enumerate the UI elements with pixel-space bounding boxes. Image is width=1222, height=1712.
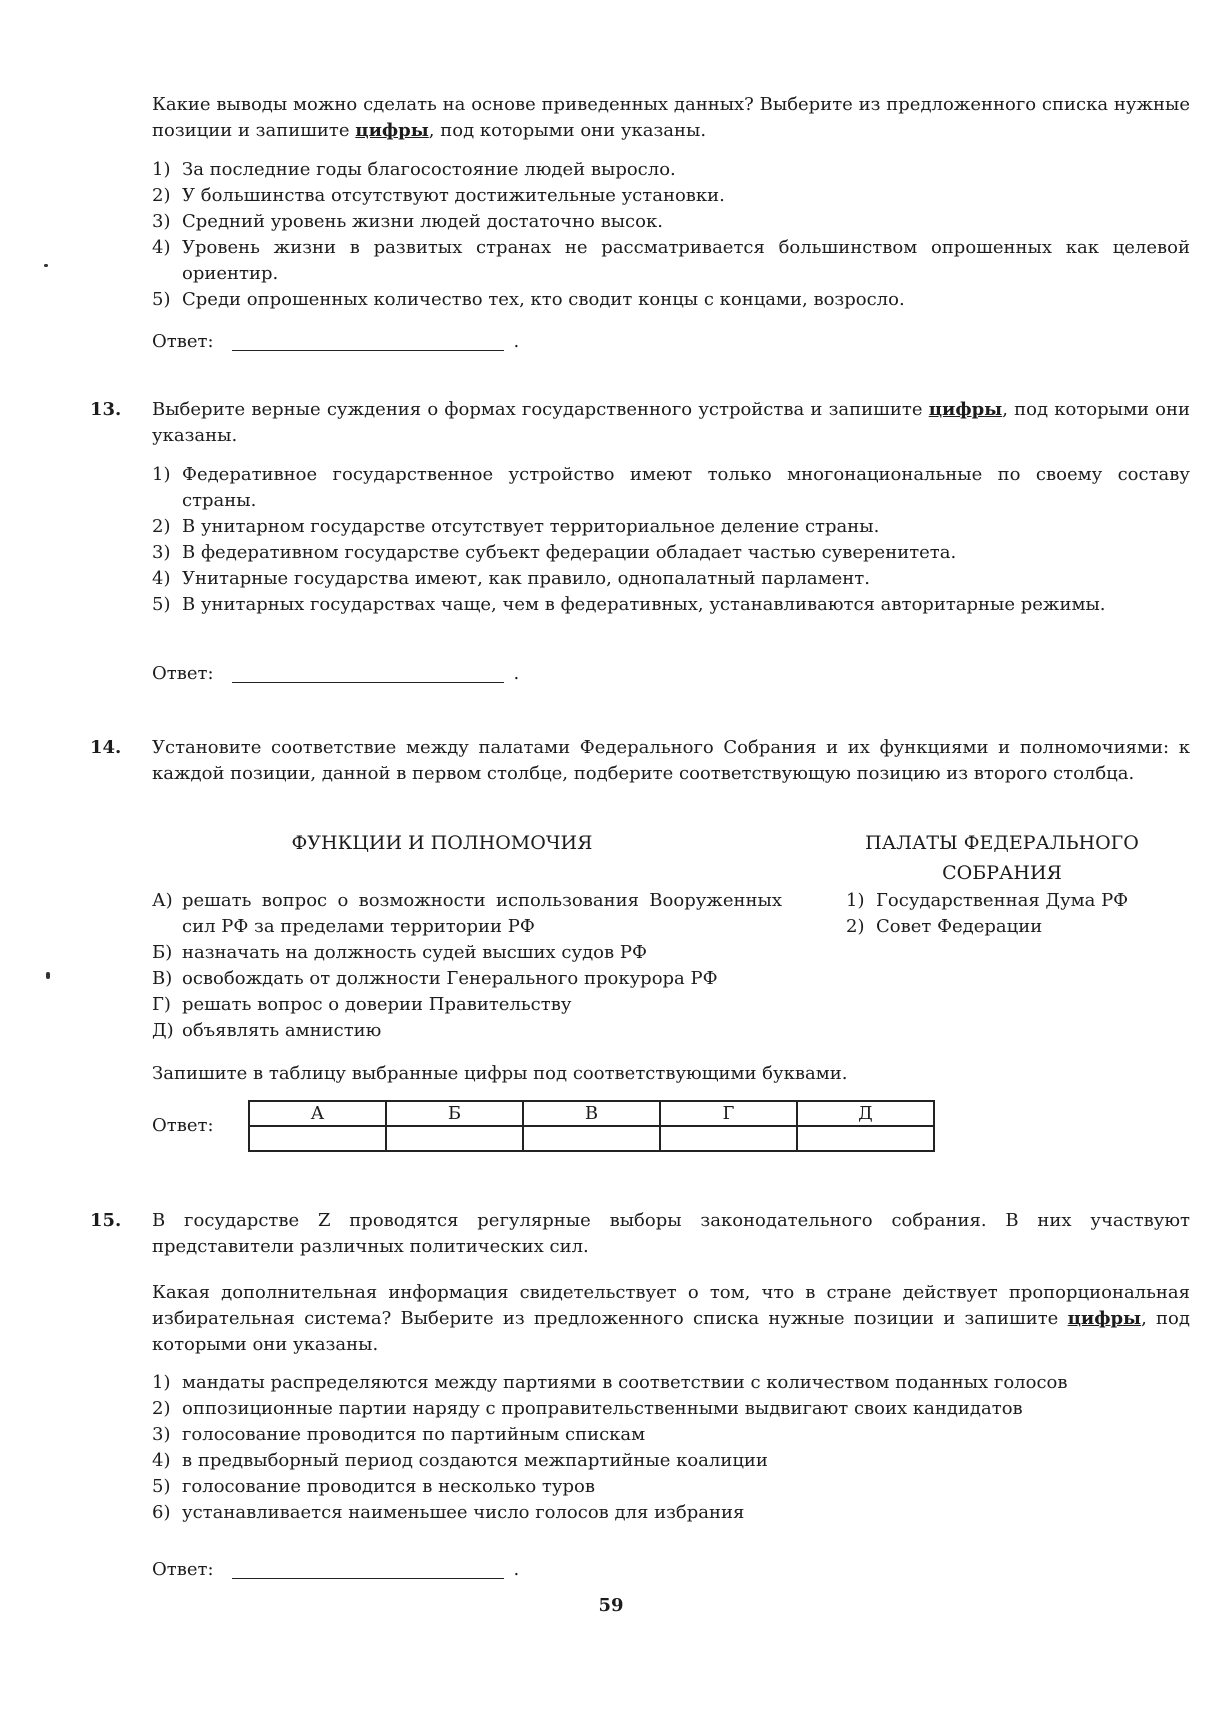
intro-options: [152, 157, 1190, 313]
list-item: В) освобождать от должности Генерального прокурора РФ: [152, 968, 718, 989]
scan-speck: [44, 264, 48, 267]
intro-question: Какие выводы можно сделать на основе приведенных данных? Выберите из предложенного списка нужные позиции и запишите цифры, под которыми они указаны.: [152, 94, 1190, 141]
answer-cell[interactable]: [660, 1126, 797, 1151]
question-13-number: 13.: [90, 399, 122, 420]
answer-cell[interactable]: [249, 1126, 386, 1151]
answer-table-header-cell: А: [249, 1101, 386, 1126]
question-15-text-2: Какая дополнительная информация свидетельствует о том, что в стране действует пропорциональная избирательная система? Выберите из предложенного списка нужные позиции и запишите цифры, под которыми они указаны.: [152, 1282, 1190, 1355]
list-item: 5) В унитарных государствах чаще, чем в федеративных, устанавливаются авторитарные режимы.: [152, 594, 1106, 615]
scan-speck: [46, 972, 50, 979]
question-13-answer: Ответ: .: [152, 663, 520, 684]
list-item: Г) решать вопрос о доверии Правительству: [152, 994, 572, 1015]
chambers-heading: ПАЛАТЫ ФЕДЕРАЛЬНОГО СОБРАНИЯ: [865, 832, 1139, 884]
list-item: 4) Унитарные государства имеют, как правило, однопалатный парламент.: [152, 568, 870, 589]
answer-table-header-cell: Д: [797, 1101, 934, 1126]
table-instruction: Запишите в таблицу выбранные цифры под соответствующими буквами.: [152, 1063, 848, 1084]
functions-list: [152, 888, 782, 1044]
answer-line[interactable]: [232, 662, 504, 683]
list-item: 2) У большинства отсутствуют достижительные установки.: [152, 185, 725, 206]
answer-cell[interactable]: [386, 1126, 523, 1151]
list-item: 4) в предвыборный период создаются межпартийные коалиции: [152, 1450, 768, 1471]
question-13-options: [152, 462, 1190, 618]
answer-line[interactable]: [232, 330, 504, 351]
question-15-text: В государстве Z проводятся регулярные выборы законодательного собрания. В них участвуют представители различных политических сил.: [152, 1210, 1190, 1257]
list-item: 2) В унитарном государстве отсутствует территориальное деление страны.: [152, 516, 880, 537]
q15-emphasis: цифры: [1067, 1308, 1142, 1329]
answer-table-header: [249, 1101, 934, 1126]
q13-emphasis: цифры: [928, 399, 1003, 420]
list-item: 6) устанавливается наименьшее число голосов для избрания: [152, 1502, 745, 1523]
answer-line[interactable]: [232, 1558, 504, 1579]
list-item: 5) голосование проводится в несколько туров: [152, 1476, 595, 1497]
answer-table-row: [249, 1126, 934, 1151]
answer-table: [248, 1100, 935, 1152]
list-item: 2) оппозиционные партии наряду с проправительственными выдвигают своих кандидатов: [152, 1398, 1023, 1419]
answer-cell[interactable]: [797, 1126, 934, 1151]
list-item: 1) За последние годы благосостояние людей выросло.: [152, 159, 676, 180]
question-15-number: 15.: [90, 1210, 122, 1231]
question-15-options: [152, 1370, 1190, 1526]
list-item: 3) голосование проводится по партийным спискам: [152, 1424, 646, 1445]
list-item: 1) Федеративное государственное устройство имеют только многонациональные по своему составу страны.: [152, 464, 1190, 511]
list-item: 2) Совет Федерации: [846, 916, 1043, 937]
chambers-list: [846, 888, 1186, 940]
answer-table-header-cell: Г: [660, 1101, 797, 1126]
intro-answer: Ответ: .: [152, 331, 520, 352]
intro-emphasis: цифры: [355, 120, 429, 141]
list-item: Д) объявлять амнистию: [152, 1020, 382, 1041]
question-14-text: Установите соответствие между палатами Федерального Собрания и их функциями и полномочиями: к каждой позиции, данной в первом столбце, подберите соответствующую позицию из второго столбца.: [152, 737, 1190, 784]
list-item: 4) Уровень жизни в развитых странах не рассматривается большинством опрошенных как целевой ориентир.: [152, 237, 1190, 284]
question-15-answer: Ответ: .: [152, 1559, 520, 1580]
question-13-text: Выберите верные суждения о формах государственного устройства и запишите цифры, под которыми они указаны.: [152, 399, 1190, 446]
list-item: Б) назначать на должность судей высших судов РФ: [152, 942, 647, 963]
question-14-number: 14.: [90, 737, 122, 758]
list-item: 5) Среди опрошенных количество тех, кто сводит концы с концами, возросло.: [152, 289, 905, 310]
list-item: 3) Средний уровень жизни людей достаточно высок.: [152, 211, 663, 232]
list-item: 1) Государственная Дума РФ: [846, 890, 1129, 911]
answer-table-header-cell: В: [523, 1101, 660, 1126]
functions-heading: ФУНКЦИИ И ПОЛНОМОЧИЯ: [291, 832, 593, 854]
list-item: 1) мандаты распределяются между партиями в соответствии с количеством поданных голосов: [152, 1372, 1068, 1393]
list-item: 3) В федеративном государстве субъект федерации обладает частью суверенитета.: [152, 542, 957, 563]
answer-cell[interactable]: [523, 1126, 660, 1151]
page-number: 59: [598, 1595, 624, 1616]
answer-table-header-cell: Б: [386, 1101, 523, 1126]
list-item: А) решать вопрос о возможности использования Вооруженных сил РФ за пределами территории РФ: [152, 890, 782, 937]
question-14-answer-label: Ответ:: [152, 1115, 214, 1136]
